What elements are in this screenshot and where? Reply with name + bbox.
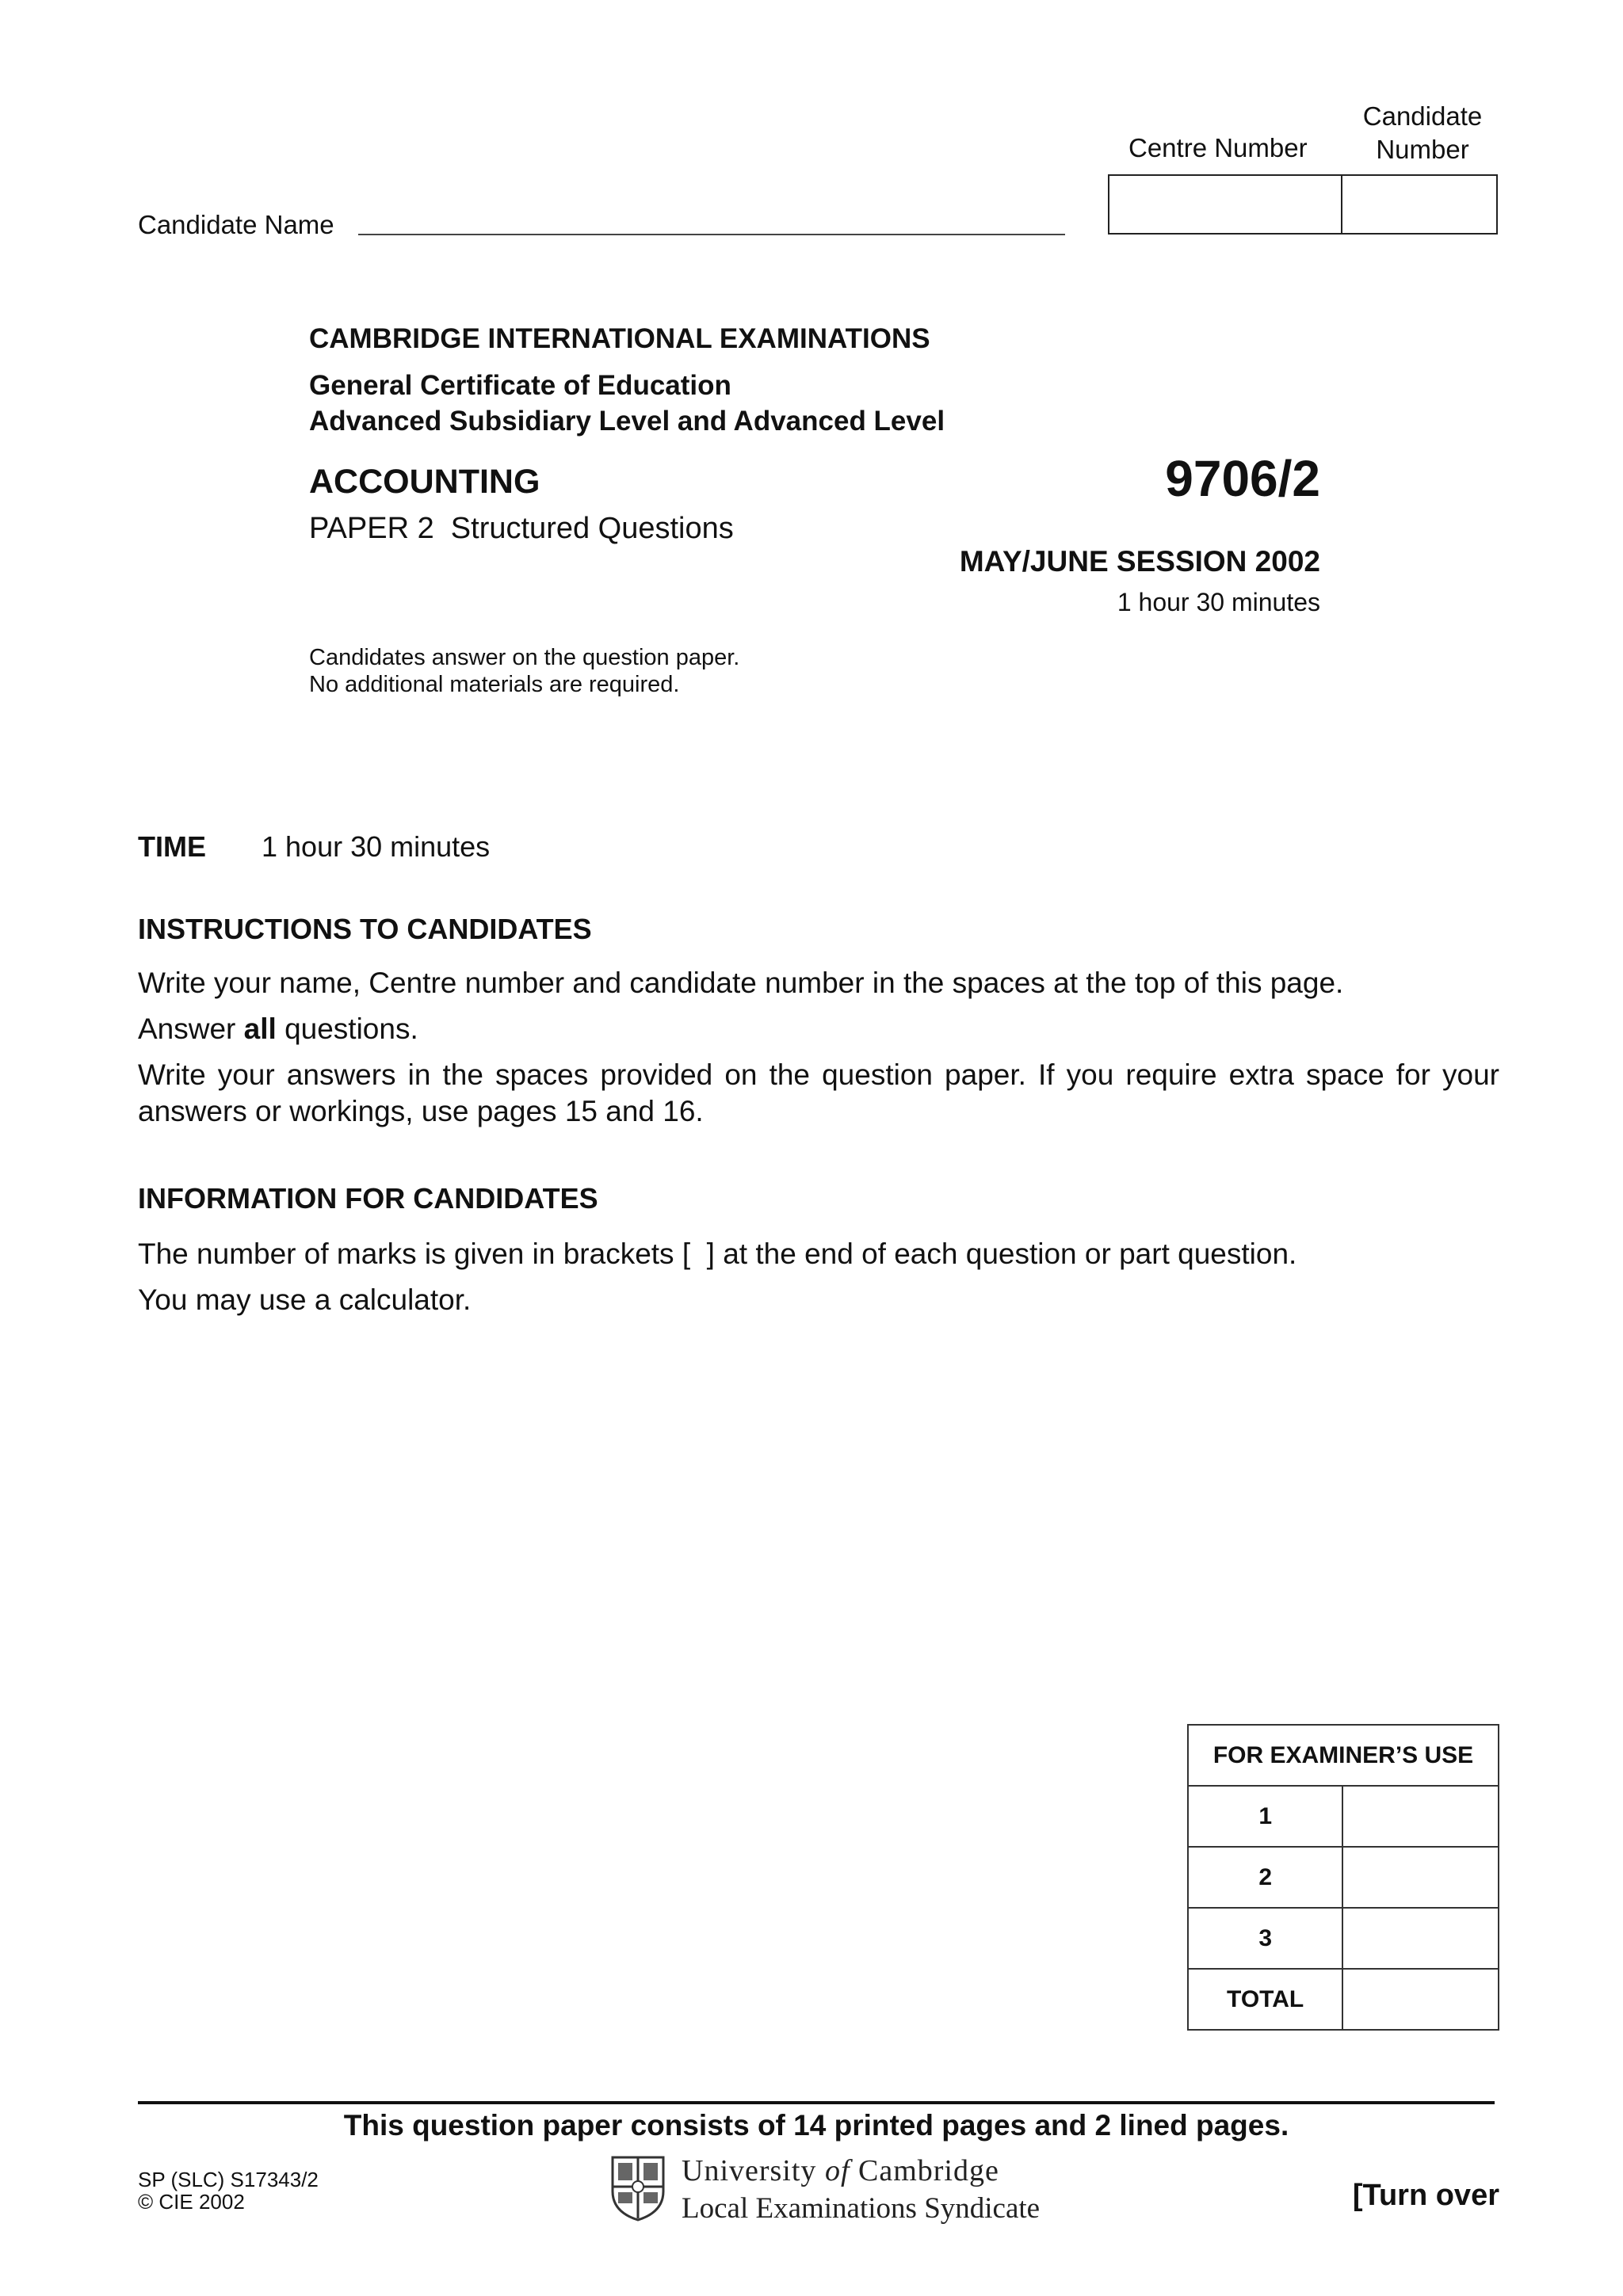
exam-duration: 1 hour 30 minutes bbox=[1117, 588, 1320, 616]
candidate-name-label: Candidate Name bbox=[138, 210, 334, 239]
examiner-row-label: TOTAL bbox=[1188, 1969, 1342, 2030]
examiner-mark-cell[interactable] bbox=[1342, 1969, 1499, 2030]
examiner-row-label: 1 bbox=[1188, 1786, 1342, 1847]
candidate-number-label bbox=[1347, 100, 1498, 166]
examiner-table-header-row bbox=[1188, 1725, 1499, 1786]
syndicate-name: Local Examinations Syndicate bbox=[682, 2192, 1041, 2225]
examiner-mark-cell[interactable] bbox=[1342, 1786, 1499, 1847]
instruction-line3a: Write your answers in the spaces provided on the question paper. If you require extra space for your bbox=[138, 1058, 1499, 1091]
instruction-line2-prefix: Answer bbox=[138, 1013, 244, 1045]
qualification-line2: Advanced Subsidiary Level and Advanced Level bbox=[309, 406, 945, 437]
examiner-table-row bbox=[1188, 1847, 1499, 1908]
centre-number-box[interactable] bbox=[1109, 176, 1342, 233]
examiner-table-row bbox=[1188, 1908, 1499, 1969]
paper-name: PAPER 2 Structured Questions bbox=[309, 512, 734, 545]
university-name-of: of bbox=[824, 2154, 850, 2187]
instruction-line1: Write your name, Centre number and candidate number in the spaces at the top of this page. bbox=[138, 967, 1344, 999]
page-count-note: This question paper consists of 14 printed pages and 2 lined pages. bbox=[343, 2109, 1289, 2142]
subject-title: ACCOUNTING bbox=[309, 463, 540, 501]
exam-session: MAY/JUNE SESSION 2002 bbox=[959, 545, 1320, 578]
paper-reference: SP (SLC) S17343/2 bbox=[138, 2168, 319, 2191]
university-crest-icon bbox=[610, 2155, 666, 2222]
examiner-table-row bbox=[1188, 1969, 1499, 2030]
instruction-line2-suffix: questions. bbox=[276, 1013, 418, 1045]
candidate-name-line[interactable] bbox=[358, 234, 1065, 235]
examiner-row-label: 2 bbox=[1188, 1847, 1342, 1908]
paper-code: 9706/2 bbox=[1165, 450, 1320, 507]
examiner-mark-cell[interactable] bbox=[1342, 1847, 1499, 1908]
examiner-use-table bbox=[1187, 1724, 1499, 2031]
instruction-line2-emphasis: all bbox=[243, 1013, 277, 1045]
instruction-line2 bbox=[138, 1013, 1499, 1046]
information-line2: You may use a calculator. bbox=[138, 1283, 472, 1316]
time-label: TIME bbox=[138, 830, 206, 863]
university-name-part2: Cambridge bbox=[850, 2154, 999, 2187]
information-heading: INFORMATION FOR CANDIDATES bbox=[138, 1182, 598, 1215]
information-line1: The number of marks is given in brackets [ ] at the end of each question or part question. bbox=[138, 1238, 1297, 1270]
examiner-table-heading: FOR EXAMINER’S USE bbox=[1188, 1725, 1499, 1786]
candidate-number-box[interactable] bbox=[1342, 176, 1496, 233]
time-value: 1 hour 30 minutes bbox=[262, 830, 491, 863]
instruction-line3b: answers or workings, use pages 15 and 16. bbox=[138, 1095, 704, 1127]
instructions-heading: INSTRUCTIONS TO CANDIDATES bbox=[138, 913, 592, 945]
footer-rule bbox=[138, 2101, 1495, 2104]
university-name bbox=[682, 2153, 999, 2188]
materials-note-line1: Candidates answer on the question paper. bbox=[309, 645, 740, 670]
turn-over-note: [Turn over bbox=[1352, 2179, 1499, 2212]
examiner-mark-cell[interactable] bbox=[1342, 1908, 1499, 1969]
university-name-part1: University bbox=[682, 2154, 825, 2187]
qualification-line1: General Certificate of Education bbox=[309, 370, 731, 401]
examiner-row-label: 3 bbox=[1188, 1908, 1342, 1969]
candidate-number-label-line2: Number bbox=[1376, 135, 1469, 164]
number-boxes bbox=[1108, 174, 1498, 235]
exam-board: CAMBRIDGE INTERNATIONAL EXAMINATIONS bbox=[309, 323, 930, 354]
examiner-table-row bbox=[1188, 1786, 1499, 1847]
materials-note-line2: No additional materials are required. bbox=[309, 672, 680, 697]
centre-number-label: Centre Number bbox=[1128, 133, 1308, 162]
candidate-number-label-line1: Candidate bbox=[1362, 101, 1483, 131]
copyright-notice: © CIE 2002 bbox=[138, 2190, 245, 2214]
